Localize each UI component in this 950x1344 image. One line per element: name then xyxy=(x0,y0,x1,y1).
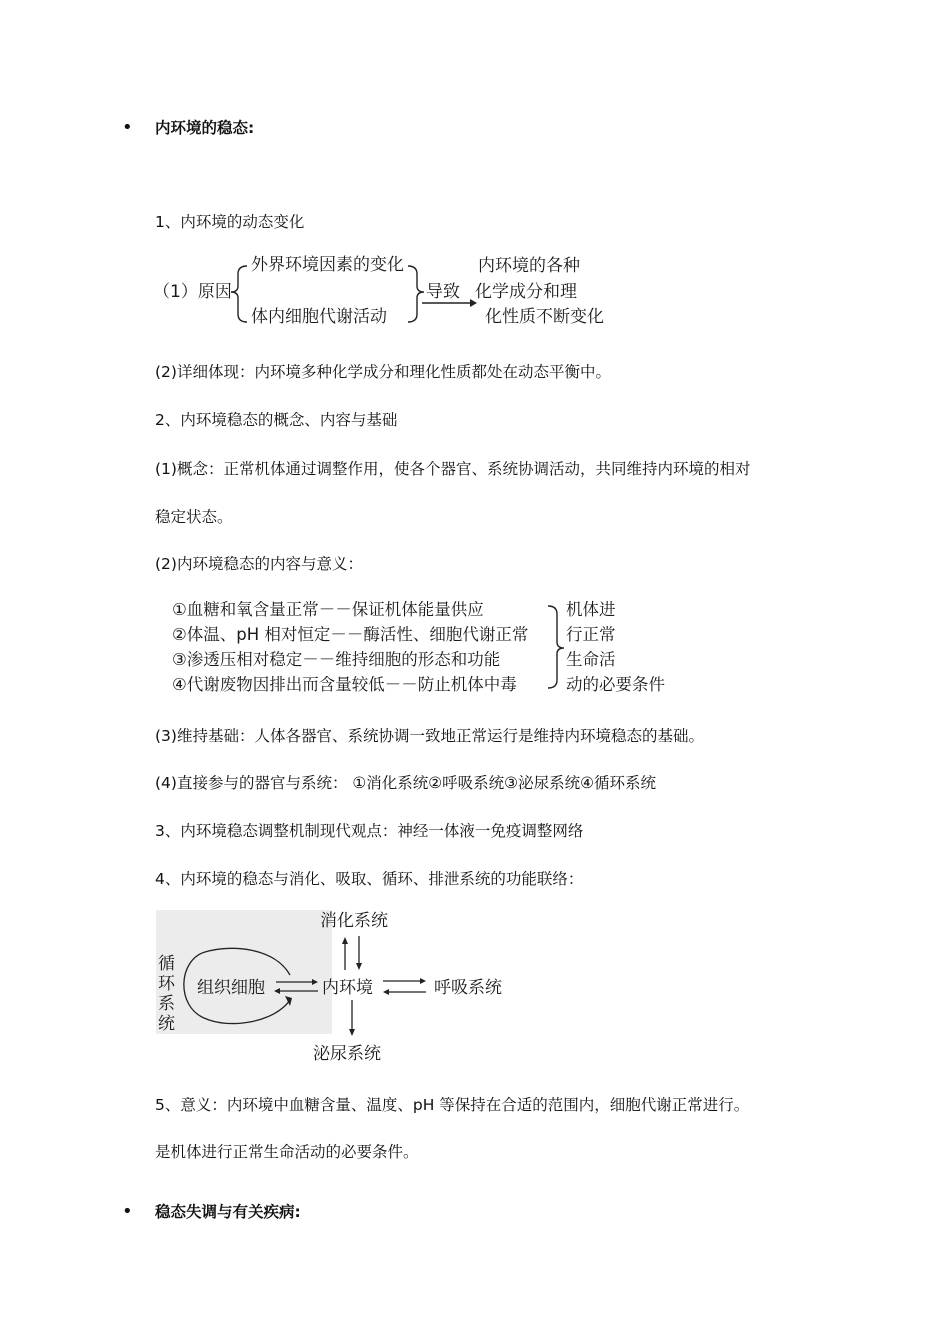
section-heading: 稳态失调与有关疾病: xyxy=(155,1203,301,1221)
content-title: (2)内环境稳态的内容与意义： xyxy=(155,555,363,573)
arrowhead xyxy=(342,937,348,944)
content-result: 行正常 xyxy=(566,625,616,644)
circulation-char: 循 xyxy=(158,954,175,974)
arrowhead xyxy=(312,979,318,985)
content-item: ①血糖和氧含量正常－－保证机体能量供应 xyxy=(172,600,484,619)
content-item: ②体温、pH 相对恒定－－酶活性、细胞代谢正常 xyxy=(172,625,529,644)
concept-line-1: (1)概念：正常机体通过调整作用，使各个器官、系统协调活动，共同维持内环境的相对 xyxy=(155,460,751,478)
urinary-system-label: 泌尿系统 xyxy=(313,1044,381,1064)
concept-line-2: 稳定状态。 xyxy=(155,508,233,526)
tissue-cell-label: 组织细胞 xyxy=(197,978,265,998)
respiration-system-label: 呼吸系统 xyxy=(434,978,502,998)
arrowhead xyxy=(420,978,426,984)
circulation-char: 环 xyxy=(158,974,175,994)
arrowhead xyxy=(383,989,389,995)
bullet-marker: • xyxy=(122,117,133,138)
bullet-marker: • xyxy=(122,1201,133,1222)
significance-line-1: 5、意义：内环境中血糖含量、温度、pH 等保持在合适的范围内，细胞代谢正常进行。 xyxy=(155,1096,750,1114)
digest-system-label: 消化系统 xyxy=(320,911,388,931)
internal-environment-label: 内环境 xyxy=(322,978,373,998)
item-title: 2、内环境稳态的概念、内容与基础 xyxy=(155,411,398,429)
arrowhead xyxy=(274,988,280,994)
organs-text: (4)直接参与的器官与系统： ①消化系统②呼吸系统③泌尿系统④循环系统 xyxy=(155,774,656,792)
result-line-3: 化性质不断变化 xyxy=(485,307,604,327)
cause-external: 外界环境因素的变化 xyxy=(251,255,404,275)
content-result: 动的必要条件 xyxy=(566,675,665,694)
item-title: 3、内环境稳态调整机制现代观点：神经一体液一免疫调整网络 xyxy=(155,822,584,840)
item-title: 1、内环境的动态变化 xyxy=(155,213,305,231)
cause-label: （1）原因 xyxy=(153,282,232,302)
content-result: 机体进 xyxy=(566,600,616,619)
result-line-1: 内环境的各种 xyxy=(478,256,580,276)
circulation-char: 系 xyxy=(158,994,175,1014)
content-item: ③渗透压相对稳定－－维持细胞的形态和功能 xyxy=(172,650,501,669)
result-line-2: 化学成分和理 xyxy=(475,282,577,302)
content-result: 生命活 xyxy=(566,650,616,669)
basis-text: (3)维持基础：人体各器官、系统协调一致地正常运行是维持内环境稳态的基础。 xyxy=(155,727,704,745)
lead-to-label: 导致 xyxy=(426,282,460,302)
item-title: 4、内环境的稳态与消化、吸取、循环、排泄系统的功能联络： xyxy=(155,870,584,888)
arrowhead xyxy=(349,1029,355,1036)
cause-internal: 体内细胞代谢活动 xyxy=(251,307,387,327)
significance-line-2: 是机体进行正常生命活动的必要条件。 xyxy=(155,1143,419,1161)
content-item: ④代谢废物因排出而含量较低－－防止机体中毒 xyxy=(172,675,517,694)
arrowhead xyxy=(356,963,362,970)
circulation-char: 统 xyxy=(158,1014,175,1034)
section-heading: 内环境的稳态: xyxy=(155,119,255,137)
detail-text: (2)详细体现：内环境多种化学成分和理化性质都处在动态平衡中。 xyxy=(155,363,611,381)
